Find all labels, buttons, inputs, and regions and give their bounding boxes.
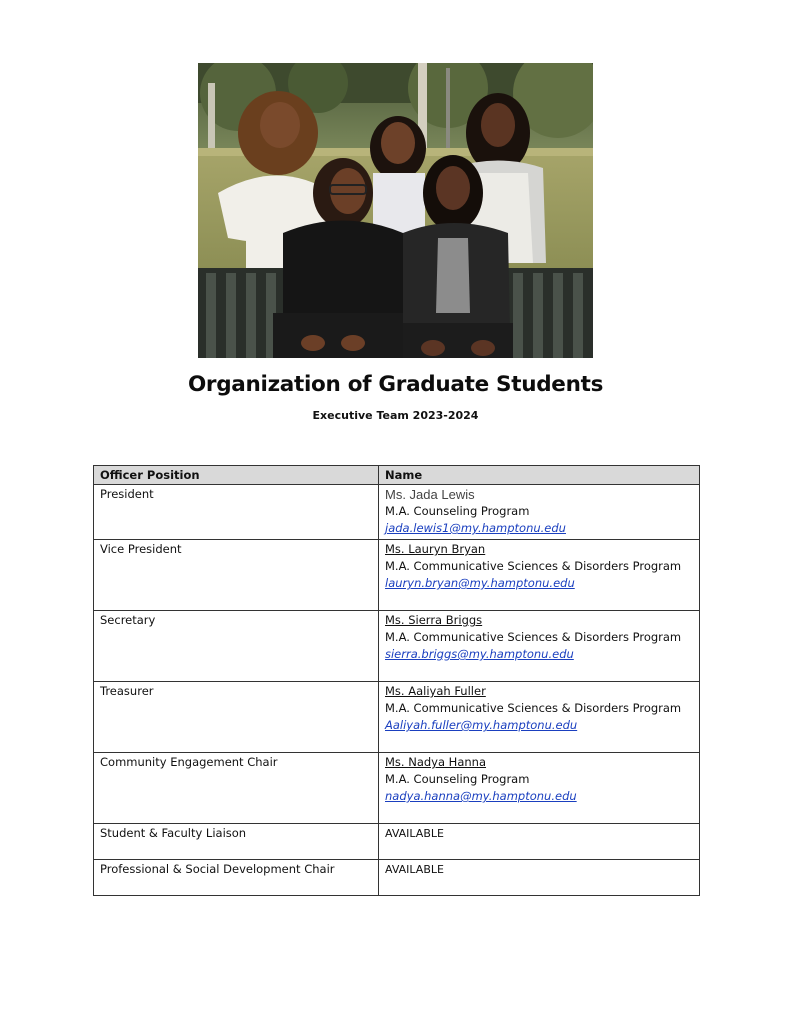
table-row <box>94 860 700 896</box>
officer-position: Treasurer <box>94 682 379 753</box>
officer-name: Ms. Aaliyah Fuller <box>385 684 486 698</box>
officer-details <box>379 753 700 824</box>
officer-position: Professional & Social Development Chair <box>94 860 379 896</box>
officer-details <box>379 860 700 896</box>
officer-program: M.A. Communicative Sciences & Disorders Program <box>385 701 682 715</box>
officer-email-link[interactable]: lauryn.bryan@my.hamptonu.edu <box>385 576 575 590</box>
page-title: Organization of Graduate Students <box>187 372 604 397</box>
position-status: AVAILABLE <box>385 863 444 876</box>
table-row <box>94 682 700 753</box>
officer-program: M.A. Communicative Sciences & Disorders Program <box>385 630 682 644</box>
officer-details <box>379 824 700 860</box>
table-row <box>94 824 700 860</box>
officer-email-link[interactable]: jada.lewis1@my.hamptonu.edu <box>385 521 566 535</box>
officer-position: Community Engagement Chair <box>94 753 379 824</box>
officer-name: Ms. Nadya Hanna <box>385 755 487 769</box>
page-subtitle: Executive Team 2023-2024 <box>312 409 479 422</box>
officer-details <box>379 611 700 682</box>
table-header-row <box>94 466 700 485</box>
table-row <box>94 753 700 824</box>
officer-program: M.A. Counseling Program <box>385 772 530 786</box>
column-header-officer-position: Officer Position <box>94 466 379 485</box>
officer-position: President <box>94 485 379 540</box>
table-row <box>94 540 700 611</box>
officer-program: M.A. Communicative Sciences & Disorders Program <box>385 559 682 573</box>
officer-details <box>379 682 700 753</box>
officer-name: Ms. Sierra Briggs <box>385 613 483 627</box>
officer-position: Student & Faculty Liaison <box>94 824 379 860</box>
officer-email-link[interactable]: Aaliyah.fuller@my.hamptonu.edu <box>385 718 578 732</box>
officer-name: Ms. Jada Lewis <box>385 487 475 502</box>
officer-position: Secretary <box>94 611 379 682</box>
table-row <box>94 611 700 682</box>
officer-email-link[interactable]: sierra.briggs@my.hamptonu.edu <box>385 647 574 661</box>
column-header-name: Name <box>379 466 700 485</box>
officer-email-link[interactable]: nadya.hanna@my.hamptonu.edu <box>385 789 577 803</box>
officer-details <box>379 485 700 540</box>
position-status: AVAILABLE <box>385 827 444 840</box>
officer-position: Vice President <box>94 540 379 611</box>
table-row <box>94 485 700 540</box>
officer-name: Ms. Lauryn Bryan <box>385 542 486 556</box>
executive-team-photo <box>198 63 593 358</box>
team-photo-illustration <box>198 63 593 358</box>
officer-program: M.A. Counseling Program <box>385 504 530 518</box>
officer-details <box>379 540 700 611</box>
officer-table <box>93 465 700 896</box>
